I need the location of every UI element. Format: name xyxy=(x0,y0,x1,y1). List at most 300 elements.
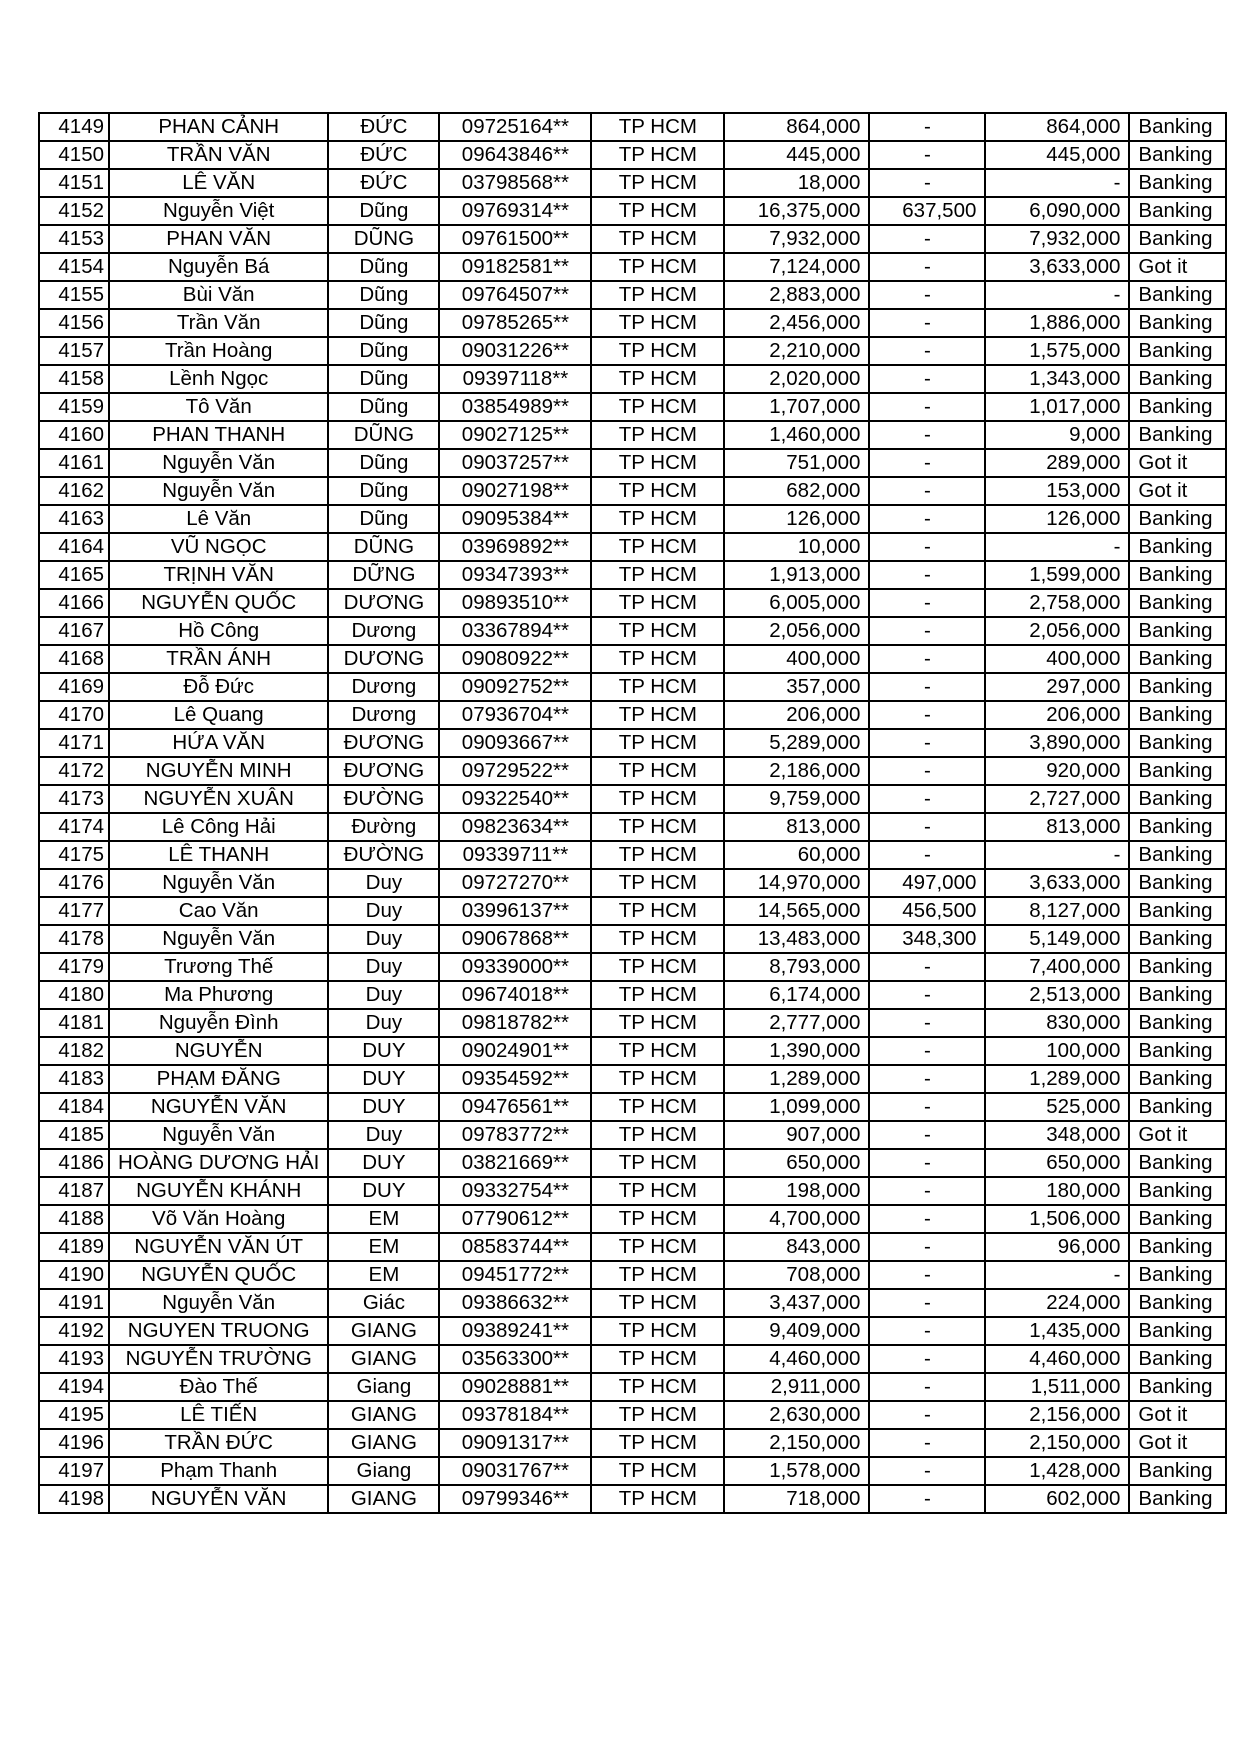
payment-method-cell: Banking xyxy=(1129,673,1226,701)
phone-cell: 09799346** xyxy=(439,1485,591,1513)
last-name-cell: PHAN VĂN xyxy=(109,225,328,253)
payment-method-cell: Banking xyxy=(1129,1345,1226,1373)
row-id-cell: 4167 xyxy=(39,617,109,645)
table-row xyxy=(39,729,1226,757)
last-name-cell: TRẦN ÁNH xyxy=(109,645,328,673)
row-id-cell: 4169 xyxy=(39,673,109,701)
last-name-cell: LÊ TIẾN xyxy=(109,1401,328,1429)
last-name-cell: Võ Văn Hoàng xyxy=(109,1205,328,1233)
row-id-cell: 4164 xyxy=(39,533,109,561)
amount-2-cell: - xyxy=(869,701,985,729)
payment-method-cell: Banking xyxy=(1129,1037,1226,1065)
payment-method-cell: Banking xyxy=(1129,1457,1226,1485)
last-name-cell: Đào Thế xyxy=(109,1373,328,1401)
amount-3-cell: 830,000 xyxy=(985,1009,1129,1037)
city-cell: TP HCM xyxy=(591,589,724,617)
amount-3-cell: 180,000 xyxy=(985,1177,1129,1205)
payment-method-cell: Banking xyxy=(1129,645,1226,673)
first-name-cell: DUY xyxy=(328,1149,439,1177)
amount-3-cell: 864,000 xyxy=(985,113,1129,141)
city-cell: TP HCM xyxy=(591,197,724,225)
amount-1-cell: 1,578,000 xyxy=(724,1457,869,1485)
city-cell: TP HCM xyxy=(591,169,724,197)
payment-method-cell: Banking xyxy=(1129,113,1226,141)
first-name-cell: ĐỨC xyxy=(328,113,439,141)
amount-3-cell: - xyxy=(985,533,1129,561)
table-row xyxy=(39,421,1226,449)
last-name-cell: NGUYỄN xyxy=(109,1037,328,1065)
table-row xyxy=(39,365,1226,393)
amount-2-cell: 637,500 xyxy=(869,197,985,225)
first-name-cell: DŨNG xyxy=(328,225,439,253)
table-row xyxy=(39,337,1226,365)
table-row xyxy=(39,253,1226,281)
payment-method-cell: Got it xyxy=(1129,1401,1226,1429)
city-cell: TP HCM xyxy=(591,953,724,981)
amount-3-cell: 7,932,000 xyxy=(985,225,1129,253)
amount-2-cell: - xyxy=(869,589,985,617)
amount-2-cell: - xyxy=(869,981,985,1009)
city-cell: TP HCM xyxy=(591,1177,724,1205)
last-name-cell: Đỗ Đức xyxy=(109,673,328,701)
amount-2-cell: - xyxy=(869,1401,985,1429)
phone-cell: 09823634** xyxy=(439,813,591,841)
last-name-cell: Nguyễn Văn xyxy=(109,1289,328,1317)
first-name-cell: DUY xyxy=(328,1065,439,1093)
phone-cell: 09067868** xyxy=(439,925,591,953)
city-cell: TP HCM xyxy=(591,1037,724,1065)
last-name-cell: NGUYỄN VĂN xyxy=(109,1485,328,1513)
city-cell: TP HCM xyxy=(591,533,724,561)
table-row xyxy=(39,981,1226,1009)
phone-cell: 09031226** xyxy=(439,337,591,365)
amount-2-cell: - xyxy=(869,365,985,393)
phone-cell: 09027198** xyxy=(439,477,591,505)
last-name-cell: TRẦN ĐỨC xyxy=(109,1429,328,1457)
amount-1-cell: 14,565,000 xyxy=(724,897,869,925)
amount-1-cell: 2,630,000 xyxy=(724,1401,869,1429)
amount-2-cell: - xyxy=(869,337,985,365)
last-name-cell: Nguyễn Văn xyxy=(109,1121,328,1149)
phone-cell: 08583744** xyxy=(439,1233,591,1261)
amount-3-cell: 297,000 xyxy=(985,673,1129,701)
row-id-cell: 4151 xyxy=(39,169,109,197)
first-name-cell: GIANG xyxy=(328,1317,439,1345)
first-name-cell: GIANG xyxy=(328,1401,439,1429)
amount-3-cell: 1,575,000 xyxy=(985,337,1129,365)
amount-2-cell: - xyxy=(869,421,985,449)
last-name-cell: Lềnh Ngọc xyxy=(109,365,328,393)
amount-2-cell: - xyxy=(869,533,985,561)
table-row xyxy=(39,841,1226,869)
amount-1-cell: 682,000 xyxy=(724,477,869,505)
phone-cell: 09725164** xyxy=(439,113,591,141)
payment-method-cell: Banking xyxy=(1129,1093,1226,1121)
city-cell: TP HCM xyxy=(591,337,724,365)
city-cell: TP HCM xyxy=(591,449,724,477)
amount-2-cell: - xyxy=(869,393,985,421)
amount-2-cell: - xyxy=(869,1345,985,1373)
amount-1-cell: 10,000 xyxy=(724,533,869,561)
amount-1-cell: 2,186,000 xyxy=(724,757,869,785)
phone-cell: 09893510** xyxy=(439,589,591,617)
first-name-cell: Dương xyxy=(328,673,439,701)
phone-cell: 09339000** xyxy=(439,953,591,981)
payment-method-cell: Banking xyxy=(1129,1289,1226,1317)
last-name-cell: NGUYỄN QUỐC xyxy=(109,1261,328,1289)
amount-1-cell: 2,911,000 xyxy=(724,1373,869,1401)
row-id-cell: 4181 xyxy=(39,1009,109,1037)
last-name-cell: Lê Quang xyxy=(109,701,328,729)
row-id-cell: 4180 xyxy=(39,981,109,1009)
amount-2-cell: - xyxy=(869,477,985,505)
payment-method-cell: Got it xyxy=(1129,1121,1226,1149)
table-row xyxy=(39,813,1226,841)
phone-cell: 09389241** xyxy=(439,1317,591,1345)
row-id-cell: 4176 xyxy=(39,869,109,897)
last-name-cell: LÊ VĂN xyxy=(109,169,328,197)
amount-2-cell: - xyxy=(869,1457,985,1485)
payment-method-cell: Banking xyxy=(1129,505,1226,533)
amount-3-cell: 153,000 xyxy=(985,477,1129,505)
payment-method-cell: Banking xyxy=(1129,1205,1226,1233)
amount-2-cell: - xyxy=(869,729,985,757)
city-cell: TP HCM xyxy=(591,701,724,729)
row-id-cell: 4193 xyxy=(39,1345,109,1373)
amount-1-cell: 1,390,000 xyxy=(724,1037,869,1065)
payment-method-cell: Got it xyxy=(1129,253,1226,281)
first-name-cell: Duy xyxy=(328,869,439,897)
city-cell: TP HCM xyxy=(591,309,724,337)
amount-2-cell: - xyxy=(869,785,985,813)
amount-1-cell: 445,000 xyxy=(724,141,869,169)
first-name-cell: Dũng xyxy=(328,197,439,225)
last-name-cell: Trương Thế xyxy=(109,953,328,981)
table-row xyxy=(39,869,1226,897)
row-id-cell: 4196 xyxy=(39,1429,109,1457)
first-name-cell: Đường xyxy=(328,813,439,841)
amount-2-cell: - xyxy=(869,281,985,309)
last-name-cell: Nguyễn Việt xyxy=(109,197,328,225)
city-cell: TP HCM xyxy=(591,1093,724,1121)
payment-method-cell: Banking xyxy=(1129,617,1226,645)
amount-3-cell: 1,599,000 xyxy=(985,561,1129,589)
last-name-cell: TRẦN VĂN xyxy=(109,141,328,169)
amount-3-cell: 100,000 xyxy=(985,1037,1129,1065)
first-name-cell: DUY xyxy=(328,1177,439,1205)
city-cell: TP HCM xyxy=(591,897,724,925)
last-name-cell: NGUYỄN KHÁNH xyxy=(109,1177,328,1205)
row-id-cell: 4177 xyxy=(39,897,109,925)
table-row xyxy=(39,589,1226,617)
amount-2-cell: - xyxy=(869,673,985,701)
last-name-cell: LÊ THANH xyxy=(109,841,328,869)
first-name-cell: Giác xyxy=(328,1289,439,1317)
last-name-cell: Hồ Công xyxy=(109,617,328,645)
amount-1-cell: 198,000 xyxy=(724,1177,869,1205)
amount-1-cell: 14,970,000 xyxy=(724,869,869,897)
first-name-cell: ĐƯƠNG xyxy=(328,729,439,757)
table-row xyxy=(39,1401,1226,1429)
amount-1-cell: 5,289,000 xyxy=(724,729,869,757)
amount-3-cell: 3,890,000 xyxy=(985,729,1129,757)
amount-3-cell: 6,090,000 xyxy=(985,197,1129,225)
amount-2-cell: 348,300 xyxy=(869,925,985,953)
amount-3-cell: 3,633,000 xyxy=(985,869,1129,897)
row-id-cell: 4158 xyxy=(39,365,109,393)
city-cell: TP HCM xyxy=(591,225,724,253)
payment-method-cell: Banking xyxy=(1129,1177,1226,1205)
first-name-cell: Duy xyxy=(328,953,439,981)
amount-2-cell: - xyxy=(869,169,985,197)
last-name-cell: Trần Văn xyxy=(109,309,328,337)
amount-1-cell: 7,124,000 xyxy=(724,253,869,281)
row-id-cell: 4163 xyxy=(39,505,109,533)
table-row xyxy=(39,1065,1226,1093)
amount-3-cell: 1,017,000 xyxy=(985,393,1129,421)
amount-3-cell: 5,149,000 xyxy=(985,925,1129,953)
phone-cell: 03563300** xyxy=(439,1345,591,1373)
payment-method-cell: Banking xyxy=(1129,141,1226,169)
last-name-cell: PHẠM ĐĂNG xyxy=(109,1065,328,1093)
table-row xyxy=(39,1457,1226,1485)
payment-method-cell: Got it xyxy=(1129,449,1226,477)
amount-2-cell: - xyxy=(869,113,985,141)
row-id-cell: 4156 xyxy=(39,309,109,337)
amount-1-cell: 400,000 xyxy=(724,645,869,673)
row-id-cell: 4192 xyxy=(39,1317,109,1345)
city-cell: TP HCM xyxy=(591,757,724,785)
last-name-cell: Tô Văn xyxy=(109,393,328,421)
row-id-cell: 4155 xyxy=(39,281,109,309)
amount-1-cell: 4,460,000 xyxy=(724,1345,869,1373)
amount-3-cell: - xyxy=(985,281,1129,309)
table-body xyxy=(39,113,1226,1513)
last-name-cell: NGUYỄN VĂN xyxy=(109,1093,328,1121)
payment-method-cell: Banking xyxy=(1129,1373,1226,1401)
amount-2-cell: - xyxy=(869,1009,985,1037)
amount-1-cell: 2,883,000 xyxy=(724,281,869,309)
amount-2-cell: - xyxy=(869,1429,985,1457)
phone-cell: 09785265** xyxy=(439,309,591,337)
city-cell: TP HCM xyxy=(591,981,724,1009)
city-cell: TP HCM xyxy=(591,729,724,757)
amount-1-cell: 3,437,000 xyxy=(724,1289,869,1317)
last-name-cell: Lê Công Hải xyxy=(109,813,328,841)
first-name-cell: GIANG xyxy=(328,1485,439,1513)
table-row xyxy=(39,141,1226,169)
amount-3-cell: 96,000 xyxy=(985,1233,1129,1261)
phone-cell: 09093667** xyxy=(439,729,591,757)
amount-3-cell: 4,460,000 xyxy=(985,1345,1129,1373)
amount-3-cell: 1,289,000 xyxy=(985,1065,1129,1093)
payment-method-cell: Banking xyxy=(1129,953,1226,981)
table-row xyxy=(39,673,1226,701)
last-name-cell: PHAN CẢNH xyxy=(109,113,328,141)
city-cell: TP HCM xyxy=(591,813,724,841)
amount-1-cell: 843,000 xyxy=(724,1233,869,1261)
table-row xyxy=(39,169,1226,197)
row-id-cell: 4166 xyxy=(39,589,109,617)
last-name-cell: NGUYỄN XUÂN xyxy=(109,785,328,813)
payment-method-cell: Banking xyxy=(1129,533,1226,561)
last-name-cell: Lê Văn xyxy=(109,505,328,533)
amount-3-cell: 348,000 xyxy=(985,1121,1129,1149)
amount-3-cell: 9,000 xyxy=(985,421,1129,449)
first-name-cell: Duy xyxy=(328,1009,439,1037)
payment-method-cell: Banking xyxy=(1129,981,1226,1009)
amount-1-cell: 751,000 xyxy=(724,449,869,477)
first-name-cell: ĐƯỜNG xyxy=(328,841,439,869)
first-name-cell: Dũng xyxy=(328,309,439,337)
first-name-cell: Duy xyxy=(328,925,439,953)
first-name-cell: DUY xyxy=(328,1037,439,1065)
amount-1-cell: 16,375,000 xyxy=(724,197,869,225)
amount-1-cell: 9,759,000 xyxy=(724,785,869,813)
amount-2-cell: - xyxy=(869,757,985,785)
amount-1-cell: 1,099,000 xyxy=(724,1093,869,1121)
amount-3-cell: - xyxy=(985,841,1129,869)
city-cell: TP HCM xyxy=(591,281,724,309)
table-row xyxy=(39,225,1226,253)
table-row xyxy=(39,1485,1226,1513)
last-name-cell: HỨA VĂN xyxy=(109,729,328,757)
last-name-cell: Ma Phương xyxy=(109,981,328,1009)
first-name-cell: DƯƠNG xyxy=(328,645,439,673)
row-id-cell: 4168 xyxy=(39,645,109,673)
last-name-cell: Nguyễn Văn xyxy=(109,869,328,897)
amount-3-cell: 1,886,000 xyxy=(985,309,1129,337)
table-row xyxy=(39,757,1226,785)
first-name-cell: Dũng xyxy=(328,393,439,421)
table-row xyxy=(39,1289,1226,1317)
amount-2-cell: - xyxy=(869,1317,985,1345)
city-cell: TP HCM xyxy=(591,1233,724,1261)
amount-2-cell: - xyxy=(869,309,985,337)
amount-3-cell: 2,056,000 xyxy=(985,617,1129,645)
phone-cell: 09354592** xyxy=(439,1065,591,1093)
amount-2-cell: - xyxy=(869,561,985,589)
last-name-cell: Nguyễn Văn xyxy=(109,477,328,505)
payment-method-cell: Banking xyxy=(1129,393,1226,421)
row-id-cell: 4171 xyxy=(39,729,109,757)
amount-2-cell: - xyxy=(869,645,985,673)
row-id-cell: 4183 xyxy=(39,1065,109,1093)
amount-3-cell: 602,000 xyxy=(985,1485,1129,1513)
last-name-cell: PHAN THANH xyxy=(109,421,328,449)
payment-method-cell: Banking xyxy=(1129,281,1226,309)
row-id-cell: 4170 xyxy=(39,701,109,729)
payment-method-cell: Banking xyxy=(1129,1261,1226,1289)
first-name-cell: ĐƯỜNG xyxy=(328,785,439,813)
first-name-cell: EM xyxy=(328,1261,439,1289)
amount-1-cell: 60,000 xyxy=(724,841,869,869)
phone-cell: 03854989** xyxy=(439,393,591,421)
amount-3-cell: 2,156,000 xyxy=(985,1401,1129,1429)
city-cell: TP HCM xyxy=(591,477,724,505)
city-cell: TP HCM xyxy=(591,1429,724,1457)
amount-1-cell: 1,289,000 xyxy=(724,1065,869,1093)
payment-method-cell: Banking xyxy=(1129,1317,1226,1345)
row-id-cell: 4198 xyxy=(39,1485,109,1513)
payment-method-cell: Banking xyxy=(1129,589,1226,617)
amount-1-cell: 650,000 xyxy=(724,1149,869,1177)
table-row xyxy=(39,197,1226,225)
city-cell: TP HCM xyxy=(591,1149,724,1177)
first-name-cell: Dũng xyxy=(328,253,439,281)
payment-method-cell: Banking xyxy=(1129,785,1226,813)
amount-3-cell: 2,513,000 xyxy=(985,981,1129,1009)
table-row xyxy=(39,701,1226,729)
row-id-cell: 4197 xyxy=(39,1457,109,1485)
amount-1-cell: 8,793,000 xyxy=(724,953,869,981)
row-id-cell: 4190 xyxy=(39,1261,109,1289)
table-row xyxy=(39,1345,1226,1373)
amount-2-cell: 497,000 xyxy=(869,869,985,897)
first-name-cell: DUY xyxy=(328,1093,439,1121)
first-name-cell: Dũng xyxy=(328,337,439,365)
row-id-cell: 4179 xyxy=(39,953,109,981)
amount-3-cell: 224,000 xyxy=(985,1289,1129,1317)
amount-3-cell: 1,435,000 xyxy=(985,1317,1129,1345)
row-id-cell: 4195 xyxy=(39,1401,109,1429)
first-name-cell: Dũng xyxy=(328,365,439,393)
amount-3-cell: 3,633,000 xyxy=(985,253,1129,281)
table-row xyxy=(39,1093,1226,1121)
first-name-cell: Duy xyxy=(328,981,439,1009)
table-row xyxy=(39,1037,1226,1065)
phone-cell: 03969892** xyxy=(439,533,591,561)
first-name-cell: GIANG xyxy=(328,1345,439,1373)
payment-method-cell: Banking xyxy=(1129,365,1226,393)
payment-method-cell: Banking xyxy=(1129,1009,1226,1037)
row-id-cell: 4173 xyxy=(39,785,109,813)
amount-3-cell: 2,150,000 xyxy=(985,1429,1129,1457)
last-name-cell: NGUYỄN VĂN ÚT xyxy=(109,1233,328,1261)
row-id-cell: 4184 xyxy=(39,1093,109,1121)
row-id-cell: 4159 xyxy=(39,393,109,421)
last-name-cell: NGUYEN TRUONG xyxy=(109,1317,328,1345)
table-row xyxy=(39,617,1226,645)
payment-method-cell: Banking xyxy=(1129,701,1226,729)
payment-method-cell: Banking xyxy=(1129,1065,1226,1093)
phone-cell: 09027125** xyxy=(439,421,591,449)
amount-1-cell: 13,483,000 xyxy=(724,925,869,953)
table-row xyxy=(39,1261,1226,1289)
amount-1-cell: 864,000 xyxy=(724,113,869,141)
amount-2-cell: - xyxy=(869,1289,985,1317)
payment-method-cell: Banking xyxy=(1129,813,1226,841)
row-id-cell: 4185 xyxy=(39,1121,109,1149)
phone-cell: 03367894** xyxy=(439,617,591,645)
last-name-cell: Cao Văn xyxy=(109,897,328,925)
city-cell: TP HCM xyxy=(591,785,724,813)
amount-1-cell: 126,000 xyxy=(724,505,869,533)
city-cell: TP HCM xyxy=(591,1401,724,1429)
first-name-cell: Duy xyxy=(328,1121,439,1149)
amount-1-cell: 2,020,000 xyxy=(724,365,869,393)
amount-2-cell: - xyxy=(869,253,985,281)
amount-2-cell: - xyxy=(869,1093,985,1121)
payment-method-cell: Banking xyxy=(1129,729,1226,757)
payment-method-cell: Banking xyxy=(1129,1149,1226,1177)
table-row xyxy=(39,897,1226,925)
phone-cell: 09643846** xyxy=(439,141,591,169)
city-cell: TP HCM xyxy=(591,1065,724,1093)
phone-cell: 09080922** xyxy=(439,645,591,673)
city-cell: TP HCM xyxy=(591,1121,724,1149)
payment-method-cell: Banking xyxy=(1129,561,1226,589)
